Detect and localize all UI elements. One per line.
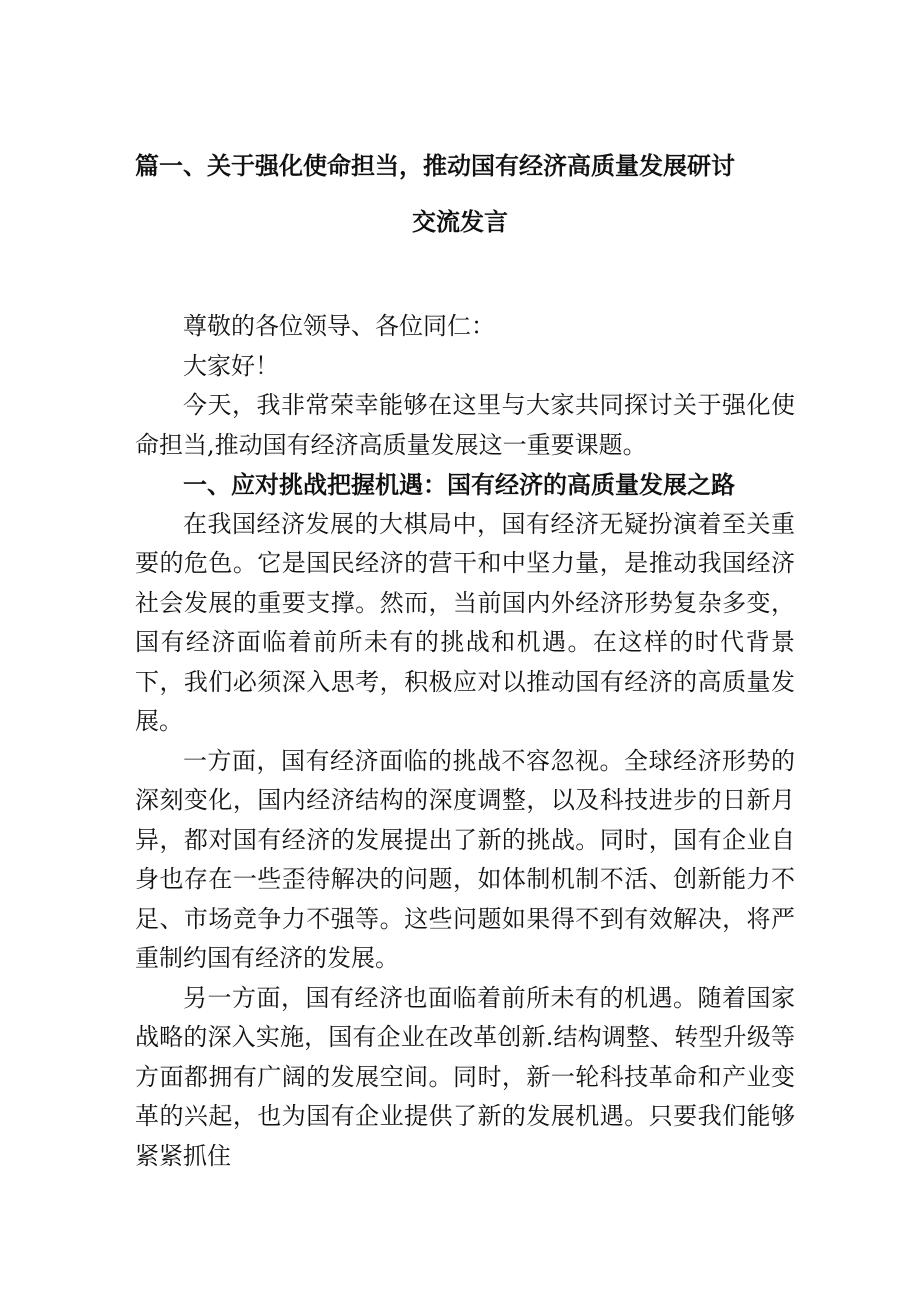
document-title-line1: 篇一、关于强化使命担当，推动国有经济高质量发展研讨: [135, 151, 735, 180]
paragraph-3: 另一方面，国有经济也面临着前所未有的机遇。随着国家战略的深入实施，国有企业在改革创新.结构调整、转型升级等方面都拥有广阔的发展空间。同时，新一轮科技革命和产业变革的兴起，也为国有企业提供了新的发展机遇。只要我们能够紧紧抓住: [135, 983, 795, 1170]
intro-paragraph: 今天，我非常荣幸能够在这里与大家共同探讨关于强化使命担当,推动国有经济高质量发展这一重要课题。: [135, 391, 795, 459]
greeting: 大家好！: [183, 351, 279, 380]
section-heading: 一、应对挑战把握机遇：国有经济的高质量发展之路: [183, 470, 735, 499]
paragraph-1: 在我国经济发展的大棋局中，国有经济无疑扮演着至关重要的危色。它是国民经济的营干和中坚力量，是推动我国经济社会发展的重要支撑。然而，当前国内外经济形势复杂多变，国有经济面临着前所未有的挑战和机遇。在这样的时代背景下，我们必须深入思考，积极应对以推动国有经济的高质量发展。: [135, 509, 795, 735]
salutation: 尊敬的各位领导、各位同仁：: [183, 312, 495, 340]
document-body: [135, 307, 795, 1176]
paragraph-2: 一方面，国有经济面临的挑战不容忽视。全球经济形势的深刻变化，国内经济结构的深度调整，以及科技进步的日新月异，都对国有经济的发展提出了新的挑战。同时，国有企业自身也存在一些歪待解决的问题，如体制机制不活、创新能力不足、市场竞争力不强等。这些问题如果得不到有效解决，将严重制约国有经济的发展。: [135, 746, 795, 972]
document-title-line2: 交流发言: [412, 207, 508, 236]
